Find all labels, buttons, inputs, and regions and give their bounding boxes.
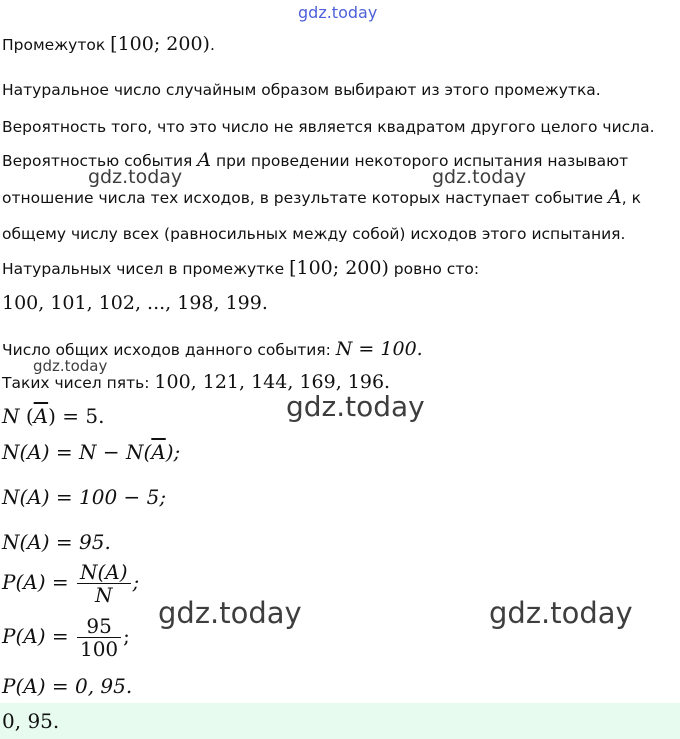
eq6-numerator: 95	[77, 615, 121, 638]
watermark-right-lower: gdz.today	[489, 596, 633, 630]
eq6-denominator: 100	[79, 637, 119, 661]
definition-line-3: общему числу всех (равносильных между собой) исходов этого испытания.	[2, 225, 626, 243]
condition-line: Натуральное число случайным образом выбирают из этого промежутка.	[2, 81, 601, 99]
watermark-right-upper: gdz.today	[432, 166, 527, 188]
definition-line-1	[2, 150, 628, 171]
definition-text-a: Вероятностью события	[2, 152, 198, 170]
watermark-left-upper: gdz.today	[88, 166, 183, 188]
eq6-left: P(A) =	[2, 624, 75, 648]
definition-text-b: при проведении некоторого испытания называют	[211, 152, 629, 170]
count-text-a: Натуральных чисел в промежутке	[2, 260, 290, 278]
answer-value: 0, 95.	[2, 709, 60, 733]
eq2-a-bar: $\overline{A}$	[151, 440, 166, 464]
answer-box	[0, 703, 680, 739]
number-list: 100, 101, 102, ..., 198, 199.	[2, 292, 268, 314]
interval-label: Промежуток	[2, 36, 111, 54]
eq1-open: (	[19, 404, 34, 428]
eq-p-subst	[2, 612, 130, 660]
watermark-center: gdz.today	[286, 390, 425, 423]
question-line: Вероятность того, что это число не является квадратом другого целого числа.	[2, 118, 655, 136]
eq5-numerator: N(A)	[77, 561, 131, 584]
squares-text: Таких чисел пять:	[2, 374, 155, 392]
watermark-small: gdz.today	[33, 357, 108, 375]
eq5-fraction	[77, 561, 131, 606]
eq5-end: ;	[132, 570, 140, 594]
eq-p-formula	[2, 558, 139, 606]
count-interval: [100; 200)	[289, 257, 389, 279]
eq-n-result: N(A) = 95.	[2, 530, 111, 554]
definition-text-d: , к	[621, 189, 641, 207]
definition-text-c: отношение числа тех исходов, в результате которых наступает событие	[2, 189, 609, 207]
eq5-denominator: N	[95, 583, 113, 607]
watermark-top: gdz.today	[298, 3, 378, 22]
eq-n-subst: N(A) = 100 − 5;	[2, 485, 167, 509]
eq1-close: ) = 5.	[48, 404, 105, 428]
interval-math: [100; 200)	[110, 33, 210, 55]
eq1-n: N	[2, 404, 20, 428]
definition-line-2	[2, 187, 641, 208]
squares-list: 100, 121, 144, 169, 196.	[154, 371, 391, 393]
total-outcomes-text: Число общих исходов данного события:	[2, 341, 336, 359]
eq6-end: ;	[123, 624, 130, 648]
eq-p-result: P(A) = 0, 95.	[2, 674, 133, 698]
eq2-left: N(A) = N − N(	[2, 440, 152, 464]
total-outcomes-math: N = 100.	[335, 338, 423, 360]
interval-period: .	[209, 36, 215, 54]
event-var: A	[197, 149, 212, 171]
eq-n-formula	[2, 442, 180, 462]
eq6-fraction	[77, 615, 121, 660]
watermark-left-lower: gdz.today	[158, 596, 302, 630]
eq1-a-bar: $\overline{A}$	[33, 404, 49, 428]
event-var-2: A	[608, 186, 622, 208]
count-line	[2, 258, 479, 279]
count-text-b: ровно сто:	[388, 260, 480, 278]
eq5-left: P(A) =	[2, 570, 75, 594]
eq-n-complement	[2, 406, 104, 426]
interval-line	[2, 34, 215, 55]
squares-line	[2, 372, 390, 393]
eq2-right: );	[165, 440, 181, 464]
total-outcomes-line	[2, 339, 423, 360]
